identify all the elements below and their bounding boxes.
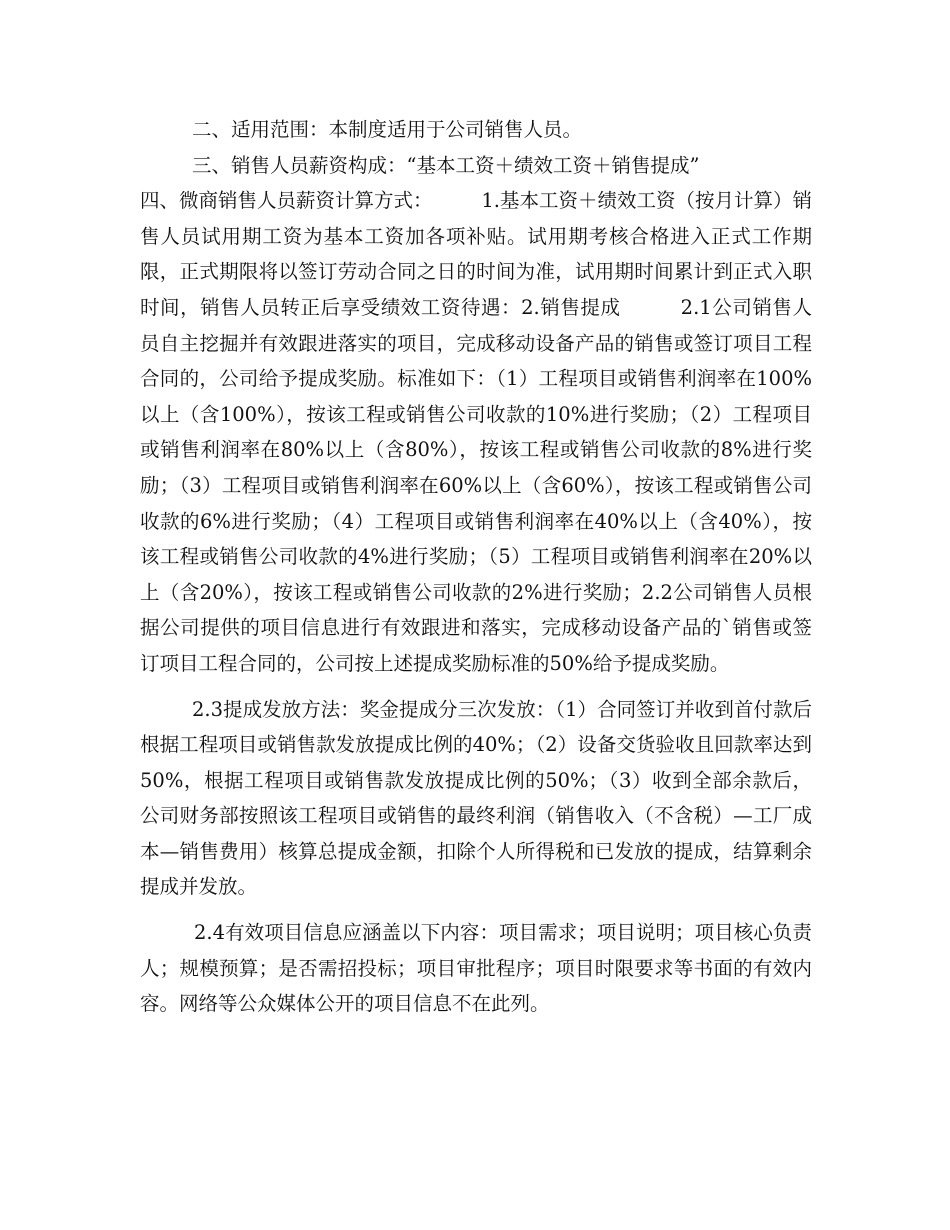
paragraph-project-info: 2.4有效项目信息应涵盖以下内容：项目需求；项目说明；项目核心负责人；规模预算；是否需招投标；项目审批程序；项目时限要求等书面的有效内容。网络等公众媒体公开的项目信息不在此列。 xyxy=(140,921,812,1016)
paragraph-salary-calculation: 四、微商销售人员薪资计算方式： 1.基本工资＋绩效工资（按月计算）销售人员试用期工资为基本工资加各项补贴。试用期考核合格进入正式工作期限，正式期限将以签订劳动合同之日的时间为准，试用期时间累计到正式入职时间，销售人员转正后享受绩效工资待遇：2.销售提成 2.1公司销售人员自主挖掘并有效跟进落实的项目，完成移动设备产品的销售或签订项目工程合同的，公司给予提成奖励。标准如下：（1）工程项目或销售利润率在100%以上（含100%），按该工程或销售公司收款的10%进行奖励；（2）工程项目或销售利润率在80%以上（含80%），按该工程或销售公司收款的8%进行奖励；（3）工程项目或销售利润率在60%以上（含60%），按该工程或销售公司收款的6%进行奖励；（4）工程项目或销售利润率在40%以上（含40%），按该工程或销售公司收款的4%进行奖励；（5）工程项目或销售利润率在20%以上（含20%），按该工程或销售公司收款的2%进行奖励；2.2公司销售人员根据公司提供的项目信息进行有效跟进和落实，完成移动设备产品的`销售或签订项目工程合同的，公司按上述提成奖励标准的50%给予提成奖励。 xyxy=(140,189,812,675)
paragraph-scope: 二、适用范围：本制度适用于公司销售人员。 xyxy=(192,118,583,141)
paragraph-salary-structure: 三、销售人员薪资构成：“基本工资＋绩效工资＋销售提成” xyxy=(192,153,700,177)
document-body xyxy=(140,112,812,1022)
paragraph-commission-payment: 2.3提成发放方法：奖金提成分三次发放：（1）合同签订并收到首付款后根据工程项目或销售款发放提成比例的40%；（2）设备交货验收且回款率达到50%，根据工程项目或销售款发放提成比例的50%；（3）收到全部余款后，公司财务部按照该工程项目或销售的最终利润（销售收入（不含税）—工厂成本—销售费用）核算总提成金额，扣除个人所得税和已发放的提成，结算剩余提成并发放。 xyxy=(140,697,812,899)
